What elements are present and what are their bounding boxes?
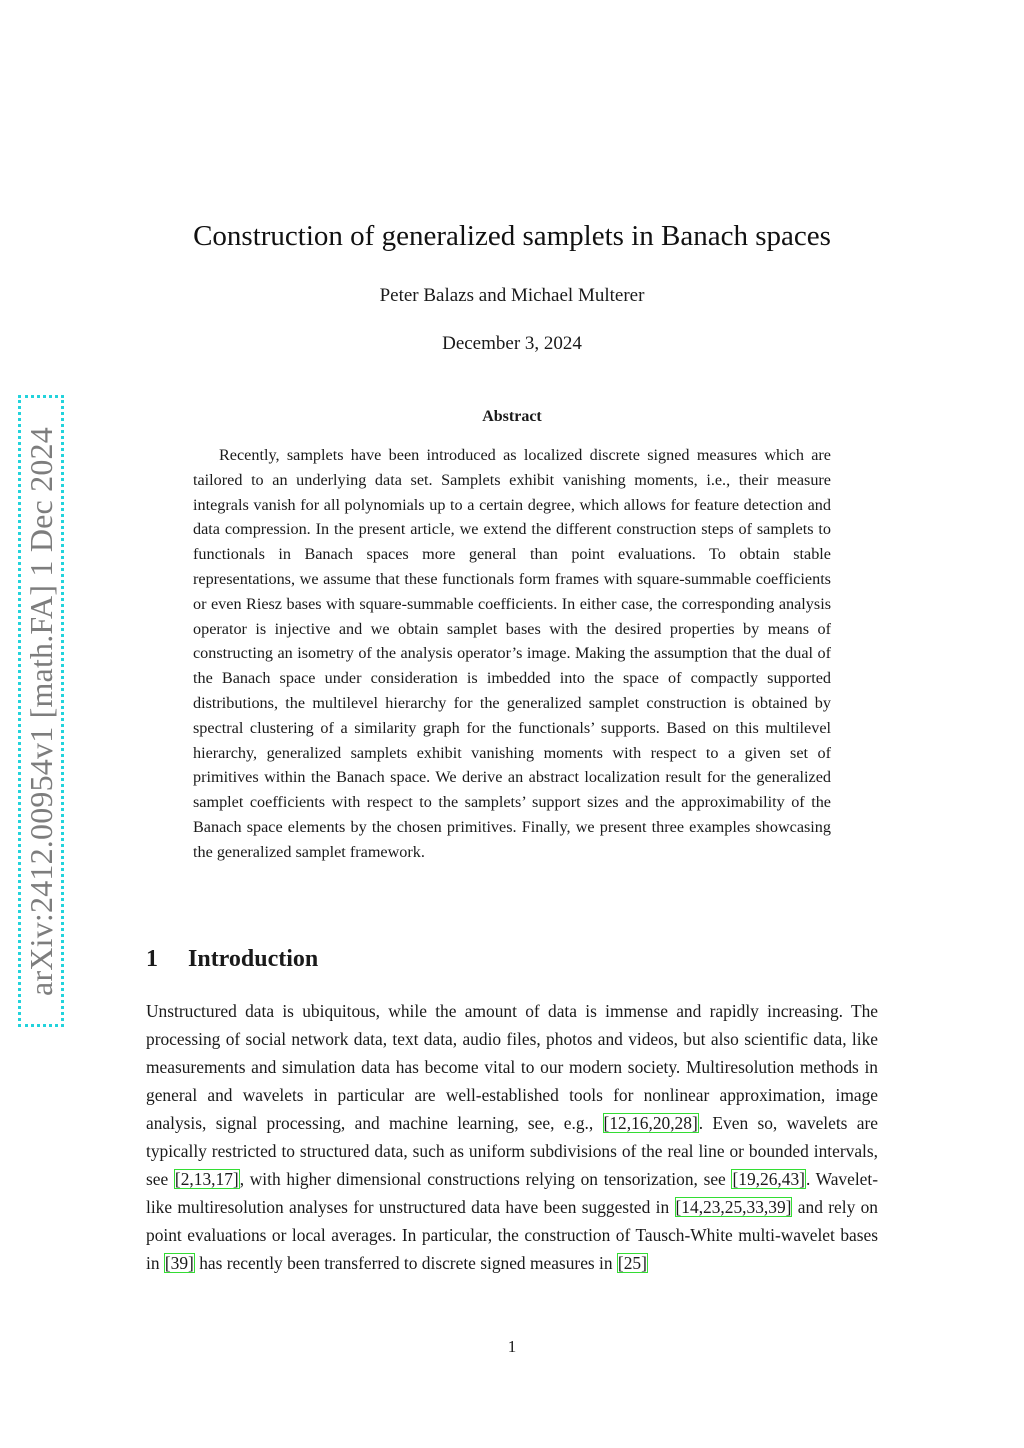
paper-date: December 3, 2024 [442, 333, 582, 354]
abstract-text: Recently, samplets have been introduced as localized discrete signed measures which are tailored to an underlying data set. Samplets exhibit vanishing moments, i.e., their measure integrals vanish for all polynomials up to a certain degree, which allows for feature detection and data compression. In the present article, we extend the different construction steps of samplets to functionals in Banach spaces more general than point evaluations. To obtain stable representations, we assume that these functionals form frames with square-summable coefficients or even Riesz bases with square-summable coefficients. In either case, the corresponding analysis operator is injective and we obtain samplet bases with the desired properties by means of constructing an isometry of the analysis operator’s image. Making the assumption that the dual of the Banach space under consideration is imbedded into the space of compactly supported distributions, the multilevel hierarchy for the generalized samplet construction is obtained by spectral clustering of a similarity graph for the functionals’ supports. Based on this multilevel hierarchy, generalized samplets exhibit vanishing moments with respect to a given set of primitives within the Banach space. We derive an abstract localization result for the generalized samplet coefficients with respect to the samplets’ support sizes and the approximability of the Banach space elements by the chosen primitives. Finally, we present three examples showcasing the generalized samplet framework. [193, 446, 831, 861]
citation-link[interactable]: [2,13,17] [174, 1169, 239, 1189]
arxiv-identifier-stamp[interactable] [18, 395, 64, 1027]
introduction-paragraph [146, 997, 878, 1277]
citation-link[interactable]: [39] [164, 1253, 194, 1273]
citation-link[interactable]: [12,16,20,28] [603, 1113, 698, 1133]
citation-link[interactable]: [19,26,43] [732, 1169, 805, 1189]
intro-text-2: . Even so, wavelets are typically restricted to structured data, such as uniform subdivisions of the real line or bounded intervals, see [146, 1113, 878, 1189]
citation-link[interactable]: [25] [617, 1253, 647, 1273]
intro-text-6: has recently been transferred to discrete signed measures in [194, 1253, 617, 1273]
section-number: 1 [146, 946, 158, 972]
arxiv-identifier-text: arXiv:2412.00954v1 [math.FA] 1 Dec 2024 [22, 426, 59, 996]
citation-link[interactable]: [14,23,25,33,39] [675, 1197, 792, 1217]
section-title: Introduction [188, 946, 319, 972]
intro-text-1: Unstructured data is ubiquitous, while the amount of data is immense and rapidly increasing. The processing of social network data, text data, audio files, photos and videos, but also scientific data, like measurements and simulation data has become vital to our modern society. Multiresolution methods in general and wavelets in particular are well-established tools for nonlinear approximation, image analysis, signal processing, and machine learning, see, e.g., [146, 1001, 878, 1133]
intro-text-5: and rely on point evaluations or local averages. In particular, the construction of Tausch-White multi-wavelet bases in [146, 1197, 878, 1273]
paper-title: Construction of generalized samplets in Banach spaces [193, 220, 831, 252]
intro-text-4: . Wavelet-like multiresolution analyses for unstructured data have been suggested in [146, 1169, 879, 1217]
abstract-heading: Abstract [482, 408, 542, 425]
section-heading-introduction [146, 946, 318, 973]
intro-text-3: , with higher dimensional constructions relying on tensorization, see [239, 1169, 732, 1189]
page-number: 1 [507, 1337, 517, 1356]
paper-authors: Peter Balazs and Michael Multerer [379, 285, 645, 306]
